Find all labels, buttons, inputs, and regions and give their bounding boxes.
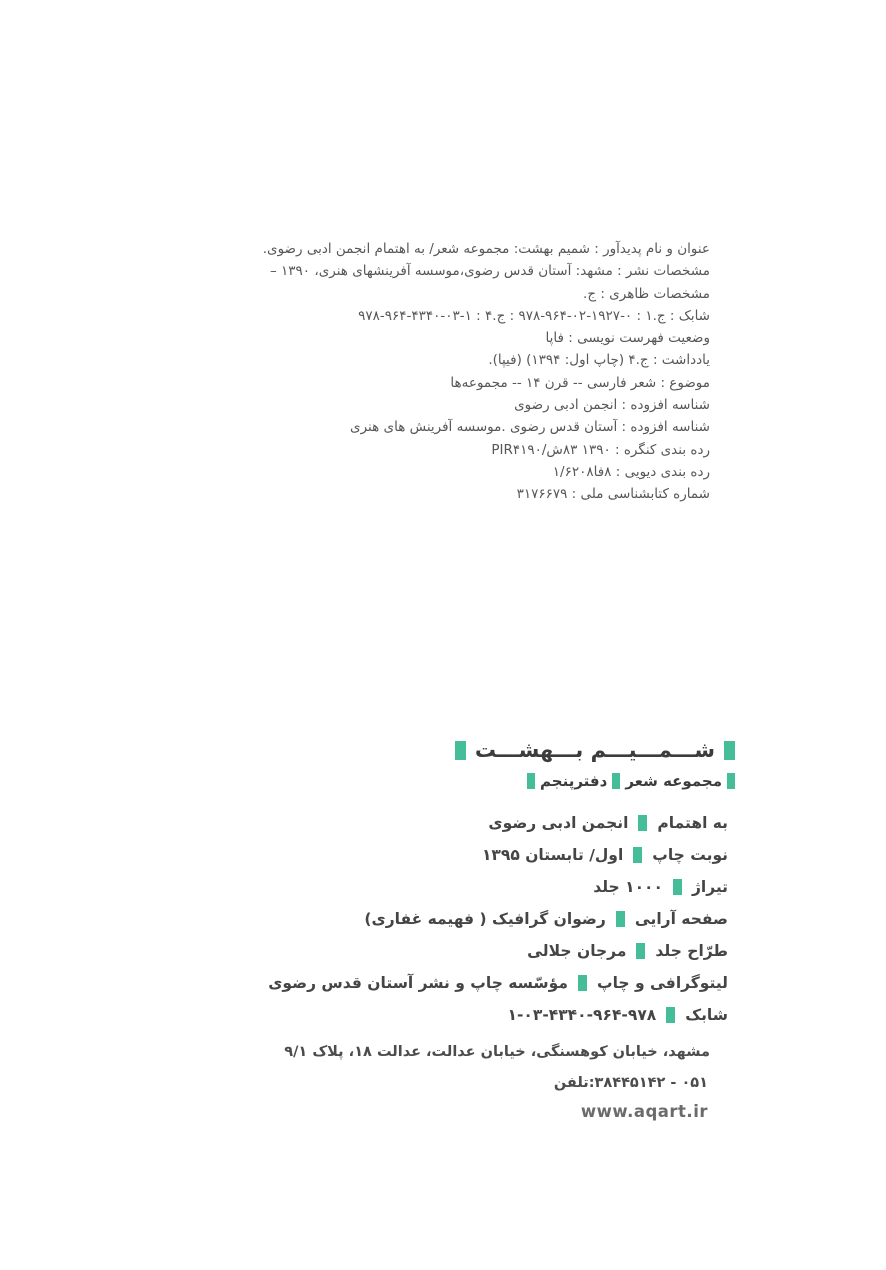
pub-row-isbn xyxy=(268,1004,728,1026)
book-subtitle-volume: دفترپنجم xyxy=(540,772,608,790)
fipa-line-physical-specs: مشخصات ظاهری : ج. xyxy=(583,285,710,302)
lc-label: رده بندی کنگره : xyxy=(610,441,710,458)
pub-row-cover-designer xyxy=(268,940,728,962)
fipa-isbn-vol1: ۹۷۸-۹۶۴-۰۲-۱۹۲۷-۰ xyxy=(518,307,633,324)
fipa-line-note: یادداشت : ج.۴ (چاپ اول: ۱۳۹۴) (فیپا). xyxy=(488,352,710,369)
fipa-line-lc-classification xyxy=(120,439,710,461)
fipa-line-title-author: عنوان و نام پدیدآور : شمیم بهشت: مجموعه شعر/ به اهتمام انجمن ادبی رضوی. xyxy=(262,241,710,257)
book-subtitle-collection: مجموعه شعر xyxy=(625,772,722,790)
dewey-part-letters: فا xyxy=(593,463,605,480)
website-link[interactable]: www.aqart.ir xyxy=(580,1102,708,1121)
pub-label: لیتوگرافی و چاپ xyxy=(597,974,728,992)
fipa-line-national-bibliography-number: شماره کتابشناسی ملی : ۳۱۷۶۶۷۹ xyxy=(516,486,710,503)
green-square-icon xyxy=(727,773,735,789)
green-square-icon xyxy=(578,975,587,991)
dewey-part-digit: ۸ xyxy=(604,463,612,480)
green-square-icon xyxy=(724,741,735,760)
pub-value: اول/ تابستان ۱۳۹۵ xyxy=(481,846,624,864)
pub-row-lithography-print xyxy=(268,972,728,994)
pub-isbn-value: ۱-۰۳-۴۳۴۰-۹۶۴-۹۷۸ xyxy=(507,1006,657,1024)
lc-part-latin: PIR۴۱۹۰/ xyxy=(491,441,547,458)
pub-label: به اهتمام xyxy=(657,814,728,832)
pub-value: انجمن ادبی رضوی xyxy=(488,814,629,832)
fipa-isbn-mid: : ج.۴ : xyxy=(471,307,519,324)
book-title-row xyxy=(455,738,735,762)
lc-part-letter: ش xyxy=(546,441,563,458)
fipa-line-catalog-status: وضعیت فهرست نویسی : فاپا xyxy=(545,330,710,347)
pub-row-editor xyxy=(268,812,728,834)
lc-call-number xyxy=(491,439,610,461)
publication-credits-block xyxy=(268,812,728,1026)
book-subtitle-row xyxy=(455,772,735,790)
fipa-line-isbn xyxy=(120,305,710,327)
green-square-icon xyxy=(616,911,625,927)
pub-label: تیراژ xyxy=(691,878,728,896)
green-square-icon xyxy=(666,1007,675,1023)
fipa-line-dewey-classification xyxy=(120,461,710,483)
pub-row-edition xyxy=(268,844,728,866)
fipa-line-added-entry-2: شناسه افزوده : آستان قدس رضوی .موسسه آفرینش های هنری xyxy=(350,419,710,436)
pub-value: مؤسّسه چاپ و نشر آستان قدس رضوی xyxy=(268,974,568,992)
green-square-icon xyxy=(633,847,642,863)
green-square-icon xyxy=(636,943,645,959)
phone-number: :۳۸۴۴۵۱۴۲ - ۰۵۱ xyxy=(588,1075,708,1091)
pub-value: ۱۰۰۰ جلد xyxy=(593,878,663,896)
pub-row-print-run xyxy=(268,876,728,898)
green-square-icon xyxy=(638,815,647,831)
green-square-icon xyxy=(455,741,466,760)
dewey-label: رده بندی دیویی : xyxy=(611,463,710,480)
green-square-icon xyxy=(612,773,620,789)
lc-part-digits: ۸۳ ۱۳۹۰ xyxy=(562,441,611,458)
phone-label: تلفن xyxy=(553,1075,589,1091)
fipa-cataloging-block xyxy=(120,238,710,506)
pub-label: صفحه آرایی xyxy=(634,910,728,928)
fipa-line-added-entry-1: شناسه افزوده : انجمن ادبی رضوی xyxy=(514,397,710,414)
fipa-line-publication-specs: مشخصات نشر : مشهد: آستان قدس رضوی،موسسه آفرینشهای هنری، ۱۳۹۰ – xyxy=(270,263,710,280)
book-title: شـــمـــیـــم بـــهشـــت xyxy=(474,738,715,762)
phone-line xyxy=(554,1075,708,1091)
pub-row-layout xyxy=(268,908,728,930)
dewey-part-digits: ۱/۶۲۰۸ xyxy=(552,463,594,480)
fipa-line-subject: موضوع : شعر فارسی -- قرن ۱۴ -- مجموعه‌ها xyxy=(450,374,710,391)
title-block xyxy=(455,738,735,790)
pub-label: طرّاح جلد xyxy=(655,942,728,960)
dewey-call-number xyxy=(553,461,612,483)
green-square-icon xyxy=(527,773,535,789)
fipa-isbn-vol4: ۹۷۸-۹۶۴-۴۳۴۰-۰۳-۱ xyxy=(358,307,472,324)
publisher-address: مشهد، خیابان کوهسنگی، خیابان عدالت، عدالت ۱۸، پلاک ۹/۱ xyxy=(284,1044,710,1060)
pub-value: رضوان گرافیک ( فهیمه غفاری) xyxy=(364,910,606,928)
pub-label: نوبت چاپ xyxy=(652,846,728,864)
pub-value: مرجان جلالی xyxy=(527,942,627,960)
green-square-icon xyxy=(673,879,682,895)
fipa-isbn-label: شابک : ج.۱ : xyxy=(632,307,710,324)
pub-label: شابک xyxy=(685,1006,728,1024)
